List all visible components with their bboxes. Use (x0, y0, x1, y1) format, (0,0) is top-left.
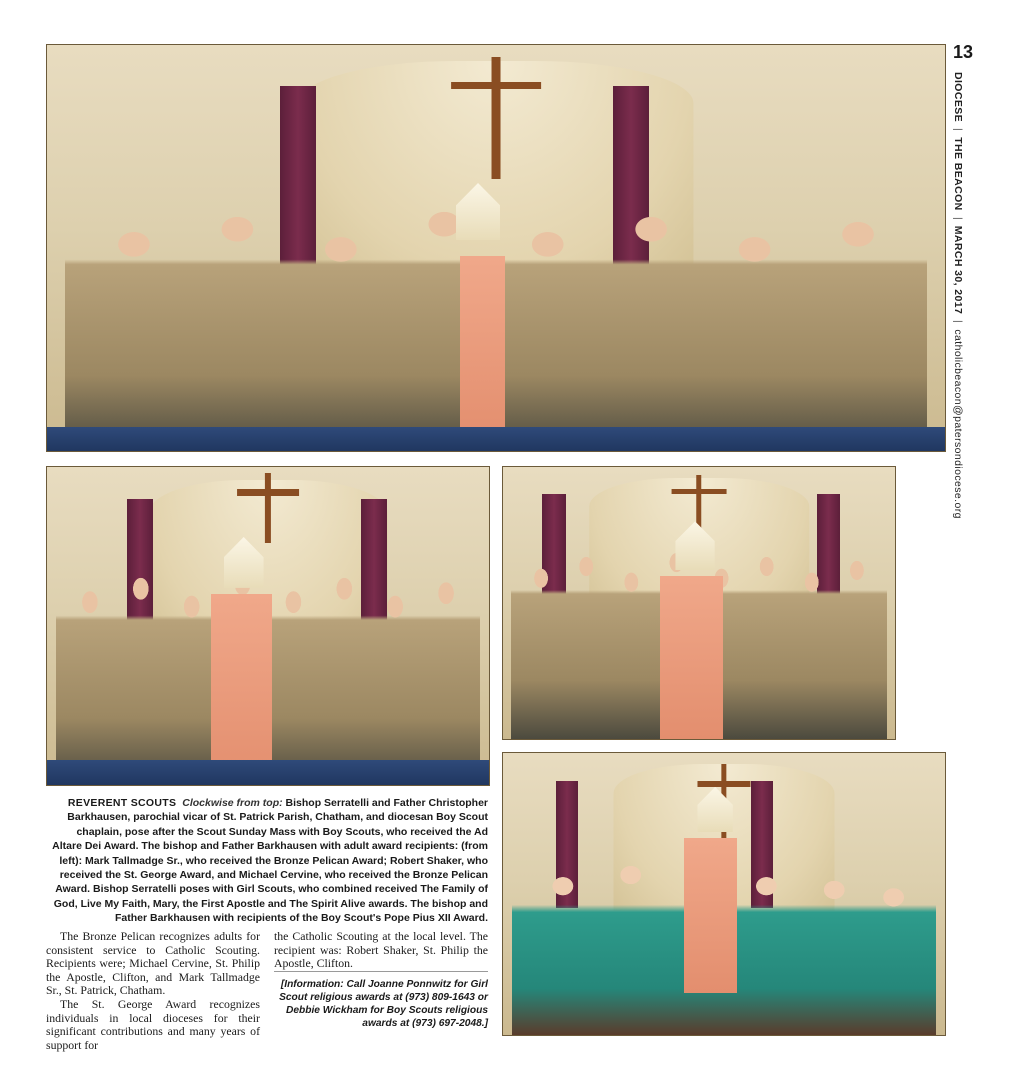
crucifix-beam (672, 489, 727, 494)
boy-scouts-group-photo (46, 44, 946, 452)
divider: | (952, 320, 964, 324)
issue-date: MARCH 30, 2017 (952, 225, 964, 315)
contact-email: catholicbeacon@patersondiocese.org (952, 329, 964, 519)
article-column-2 (274, 930, 488, 1030)
section-label: DIOCESE (952, 72, 964, 123)
blue-carpet (47, 427, 945, 451)
page-number: 13 (952, 42, 974, 62)
running-head (952, 72, 964, 519)
bishop-vestment (460, 256, 505, 443)
crucifix-icon (492, 57, 501, 179)
adult-award-recipients-photo (502, 466, 896, 740)
article-paragraph: The St. George Award recognizes individuals in local dioceses for their significant contributions and many years of support for (46, 996, 260, 1052)
crucifix-beam (237, 489, 299, 495)
info-note: [Information: Call Joanne Ponnwitz for Girl Scout religious awards at (973) 809-1643 or Debbie Wickham for Boy Scouts religious awards at (973) 697-2048.] (274, 971, 488, 1030)
crucifix-beam (697, 781, 750, 787)
article-column-1 (46, 930, 260, 1052)
crucifix-beam (451, 82, 541, 89)
bishop-vestment (211, 594, 273, 785)
caption-headline: REVERENT SCOUTS (67, 797, 177, 809)
blue-carpet (47, 760, 489, 785)
divider: | (952, 216, 964, 220)
divider: | (952, 128, 964, 132)
girl-scouts-photo (502, 752, 946, 1036)
article-paragraph: The Bronze Pelican recognizes adults for consistent service to Catholic Scouting. Recipients were; Michael Cervine, St. Philip the Apostle, Clifton, and Mark Tallmadge Sr., St. Patrick, Chatham. (46, 929, 260, 998)
publication-name: THE BEACON (952, 137, 964, 211)
pope-pius-xii-award-recipients-photo (46, 466, 490, 786)
caption-body: Bishop Serratelli and Father Christopher Barkhausen, parochial vicar of St. Patrick Parish, Chatham, and diocesan Boy Scout chaplain, pose after the Scout Sunday Mass with Boy Scouts, who received the Ad Altare Dei Award. The bishop and Father Barkhausen with adult award recipients: (from left): Mark Tallmadge Sr., who received the Bronze Pelican Award; Robert Shaker, who received the St. George Award, and Michael Cervine, who received the Bronze Pelican Award. Bishop Serratelli poses with Girl Scouts, who combined received The Family of God, Live My Faith, Mary, the First Apostle and The Spirit Alive awards. The bishop and Father Barkhausen with recipients of the Boy Scout's Pope Pius XII Award. (52, 797, 488, 925)
bishop-vestment (684, 838, 737, 993)
photo-caption (46, 796, 488, 926)
article-paragraph: the Catholic Scouting at the local level. The recipient was: Robert Shaker, St. Philip the Apostle, Clifton. (274, 929, 488, 971)
caption-lead: Clockwise from top: (182, 797, 283, 809)
crucifix-icon (265, 473, 271, 543)
bishop-vestment (660, 576, 723, 739)
